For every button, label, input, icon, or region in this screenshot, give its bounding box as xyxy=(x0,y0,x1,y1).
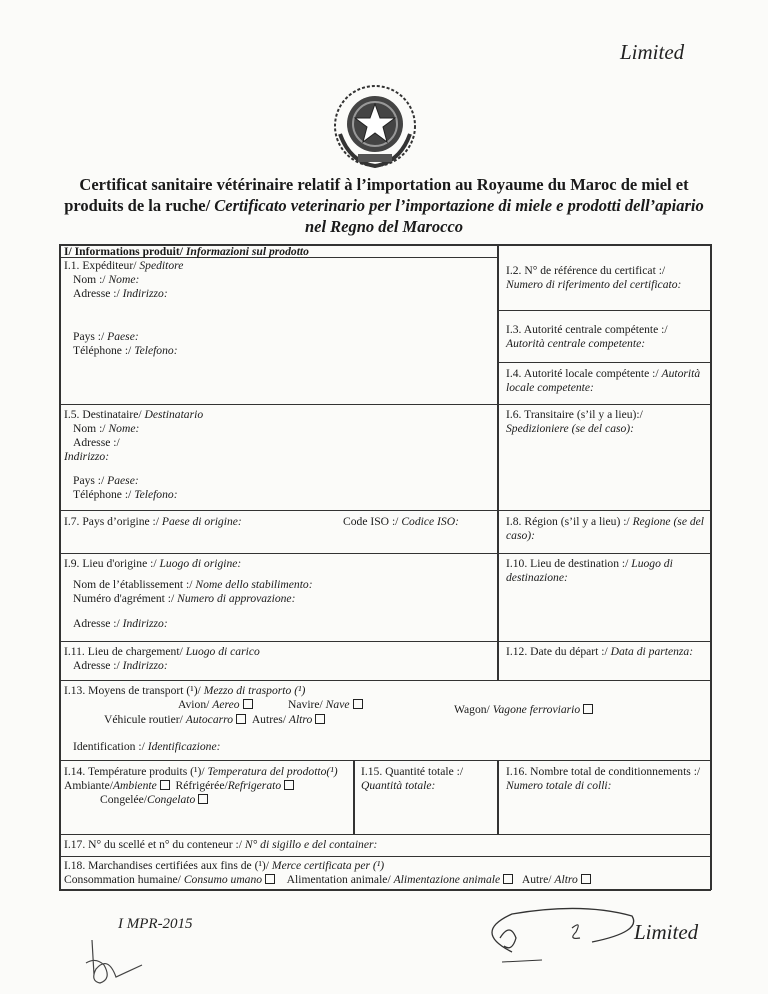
field-i10-destination: I.10. Lieu de destination :/ Luogo di destinazione: xyxy=(506,557,673,584)
italian-emblem-icon xyxy=(330,82,420,172)
divider xyxy=(59,856,711,857)
field-i1-consignor: I.1. Expéditeur/ Speditore Nom :/ Nome: Adresse :/ Indirizzo: xyxy=(64,259,184,300)
transport-road: Véhicule routier/ Autocarro Autres/ Altro xyxy=(104,713,325,727)
divider xyxy=(497,244,499,510)
divider xyxy=(59,760,711,761)
transport-wagon: Wagon/ Vagone ferroviario xyxy=(454,703,593,717)
checkbox-wagon[interactable] xyxy=(583,704,593,714)
checkbox-other-purpose[interactable] xyxy=(581,874,591,884)
field-i7-iso: Code ISO :/ Codice ISO: xyxy=(343,515,459,528)
divider xyxy=(497,760,499,834)
field-i5-consignee: I.5. Destinataire/ Destinatario Nom :/ Nome: Adresse :/ Indirizzo: xyxy=(64,408,204,463)
divider xyxy=(59,510,711,511)
divider xyxy=(497,310,711,311)
divider xyxy=(59,404,711,405)
divider xyxy=(353,760,355,834)
transport-plane: Avion/ Aereo xyxy=(178,698,253,712)
field-i3-central-authority: I.3. Autorité centrale compétente :/ Autorità centrale competente: xyxy=(506,323,668,350)
field-i17-seal: I.17. N° du scellé et n° du conteneur :/ N° di sigillo e del container: xyxy=(64,838,378,851)
checkbox-ship[interactable] xyxy=(353,699,363,709)
field-i8-region: I.8. Région (s’il y a lieu) :/ Regione (se del caso): xyxy=(506,515,705,542)
checkbox-ambient[interactable] xyxy=(160,780,170,790)
field-i1-contact: Pays :/ Paese: Téléphone :/ Telefono: xyxy=(73,330,178,357)
signature-icon xyxy=(472,902,642,972)
divider xyxy=(497,641,499,680)
divider xyxy=(59,834,711,835)
divider xyxy=(59,553,711,554)
field-i16-packages: I.16. Nombre total de conditionnements :/ Numero totale di colli: xyxy=(506,765,701,792)
divider xyxy=(497,553,499,641)
checkbox-frozen[interactable] xyxy=(198,794,208,804)
field-i11-loading: I.11. Lieu de chargement/ Luogo di carico Adresse :/ Indirizzo: xyxy=(64,645,260,672)
divider xyxy=(497,362,711,363)
field-i13-transport: I.13. Moyens de transport (¹)/ Mezzo di trasporto (¹) xyxy=(64,684,306,697)
divider xyxy=(59,641,711,642)
document-reference: I MPR-2015 xyxy=(118,916,193,932)
table-border-bottom xyxy=(59,889,711,891)
checkbox-plane[interactable] xyxy=(243,699,253,709)
checkbox-road[interactable] xyxy=(236,714,246,724)
transport-ship: Navire/ Nave xyxy=(288,698,363,712)
divider xyxy=(497,510,499,553)
field-i9-origin: I.9. Lieu d'origine :/ Luogo di origine: xyxy=(64,557,242,570)
checkbox-other-transport[interactable] xyxy=(315,714,325,724)
field-i18-purpose: I.18. Marchandises certifiées aux fins de (¹)/ Merce certificata per (¹) Consommation humaine/ Consumo umano Alimentation animale/ Alimentazione animale Autre/ Altro xyxy=(64,859,706,887)
initials-signature-icon xyxy=(82,935,152,987)
field-i9-address: Adresse :/ Indirizzo: xyxy=(73,617,168,630)
title-fr: Certificat sanitaire vétérinaire relatif à l’importation au Royaume du Maroc de miel et produits de la ruche/ xyxy=(64,175,689,215)
limited-stamp-bottom: Limited xyxy=(634,920,699,944)
checkbox-animal-feed[interactable] xyxy=(503,874,513,884)
divider xyxy=(59,680,711,681)
field-i12-departure: I.12. Date du départ :/ Data di partenza: xyxy=(506,645,694,658)
table-border-right xyxy=(710,244,712,890)
section-header: I/ Informations produit/ Informazioni sul prodotto xyxy=(64,245,309,258)
field-i4-local-authority: I.4. Autorité locale compétente :/ Autorità locale competente: xyxy=(506,367,701,394)
field-i2-reference: I.2. N° de référence du certificat :/ Numero di riferimento del certificato: xyxy=(506,264,682,291)
table-border-left xyxy=(59,244,61,890)
field-i9-establishment: Nom de l’établissement :/ Nome dello stabilimento: Numéro d'agrément :/ Numero di approvazione: xyxy=(73,578,313,605)
limited-stamp-top: Limited xyxy=(620,40,685,64)
transport-identification: Identification :/ Identificazione: xyxy=(73,740,221,753)
certificate-title xyxy=(60,174,708,237)
field-i6-forwarder: I.6. Transitaire (s’il y a lieu):/ Spedizioniere (se del caso): xyxy=(506,408,643,435)
title-it: Certificato veterinario per l’importazione di miele e prodotti dell’apiario nel Regno del Marocco xyxy=(214,196,704,236)
field-i15-quantity: I.15. Quantité totale :/ Quantità totale: xyxy=(361,765,464,792)
field-i7-country: I.7. Pays d’origine :/ Paese di origine: xyxy=(64,515,242,528)
field-i5-contact: Pays :/ Paese: Téléphone :/ Telefono: xyxy=(73,474,178,501)
checkbox-chilled[interactable] xyxy=(284,780,294,790)
field-i14-temperature: I.14. Température produits (¹)/ Temperatura del prodotto(¹) Ambiante/Ambiente Réfrigérée/Refrigerato Congelée/Congelato xyxy=(64,765,338,806)
checkbox-human-consumption[interactable] xyxy=(265,874,275,884)
